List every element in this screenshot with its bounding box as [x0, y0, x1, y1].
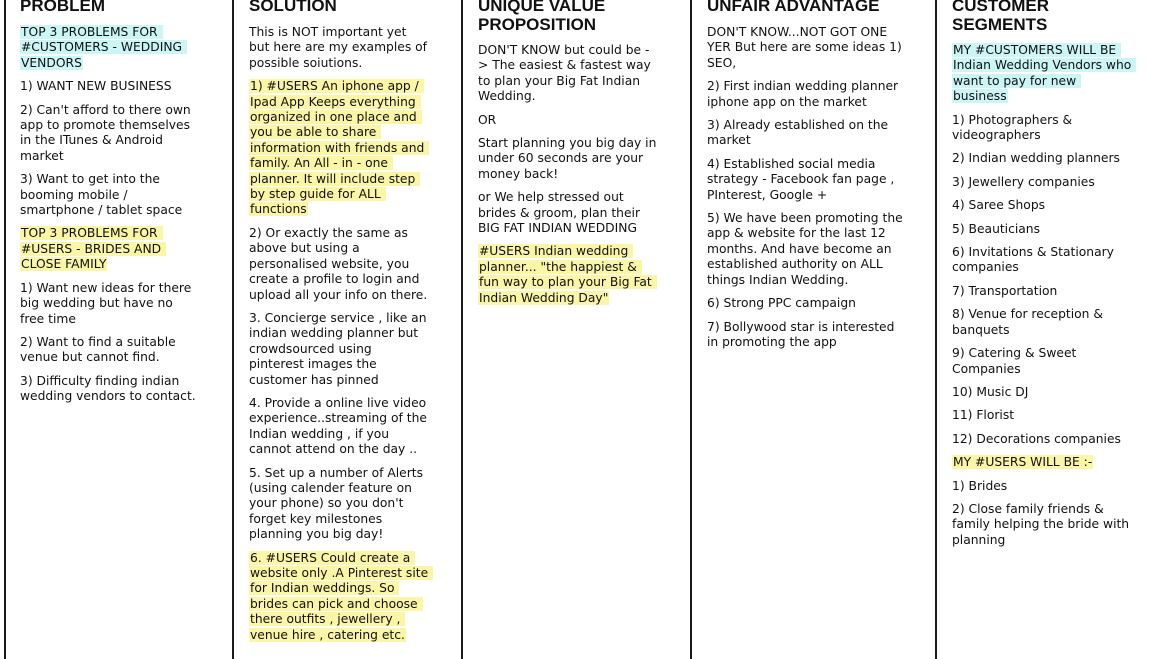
canvas-item-text: This is NOT important yet but here are my examples of possible soiutions. [249, 25, 431, 70]
canvas-item [952, 307, 1132, 338]
canvas-item [952, 385, 1132, 400]
column-divider [935, 0, 937, 659]
canvas-item-text: 5) We have been promoting the app & website for the last 12 months. And have become an established authority on ALL things Indian Wedding. [707, 211, 907, 287]
column-title: CUSTOMER SEGMENTS [952, 0, 1049, 34]
canvas-item-text: 2) Can't afford to there own app to promote themselves in the ITunes & Android market [20, 102, 195, 163]
canvas-item-text: 1) WANT NEW BUSINESS [20, 79, 172, 94]
canvas-item-text: 2) Indian wedding planners [952, 151, 1120, 166]
canvas-item [478, 113, 658, 128]
canvas-item-text: 3. Concierge service , like an indian wedding planner but crowdsourced using pinterest images the customer has pinned [249, 310, 431, 387]
canvas-item [20, 374, 200, 405]
column-title: UNFAIR ADVANTAGE [707, 0, 880, 15]
canvas-item [249, 550, 433, 643]
canvas-item [952, 346, 1132, 377]
canvas-item [20, 226, 200, 272]
canvas-item-text: DON'T KNOW...NOT GOT ONE YER But here are some ideas 1) SEO, [707, 25, 906, 70]
canvas-item [952, 479, 1132, 494]
canvas-item [952, 408, 1132, 423]
canvas-item-text: 5) Beauticians [952, 221, 1041, 236]
canvas-item-text: 1) Photographers & videographers [952, 112, 1077, 143]
column-title: SOLUTION [249, 0, 337, 15]
canvas-item [952, 502, 1132, 548]
canvas-item [20, 79, 200, 94]
column-body [707, 25, 907, 350]
column-body [478, 43, 661, 306]
canvas-item-text: 3) Difficulty finding indian wedding vendors to contact. [20, 373, 196, 404]
canvas-item-text: MY #USERS WILL BE :- [953, 455, 1093, 470]
canvas-item [20, 103, 200, 165]
canvas-item [707, 25, 906, 71]
canvas-item-text: 3) Jewellery companies [952, 174, 1095, 189]
canvas-item [707, 320, 903, 351]
canvas-item [952, 432, 1132, 447]
column-divider [690, 0, 692, 659]
canvas-item-text: 6) Invitations & Stationary companies [952, 245, 1118, 275]
column-divider [461, 0, 463, 659]
canvas-item [707, 211, 907, 288]
canvas-item-text: TOP 3 PROBLEMS FOR #CUSTOMERS - WEDDING VENDORS [21, 25, 187, 70]
canvas-item [707, 79, 903, 110]
canvas-item-text: OR [478, 112, 497, 127]
canvas-item-text: 4) Saree Shops [952, 198, 1046, 213]
customer-segments-column [952, 0, 1136, 659]
canvas-item [952, 198, 1132, 213]
canvas-item [478, 244, 658, 306]
canvas-item-text: 2) Close family friends & family helping the bride with planning [952, 501, 1134, 547]
canvas-item-text: 6) Strong PPC campaign [707, 296, 856, 311]
canvas-item-text: 2) First indian wedding planner iphone app on the market [707, 79, 903, 109]
canvas-item-text: 4) Established social media strategy - Facebook fan page , PInterest, Google + [707, 156, 899, 202]
column-body [20, 25, 200, 405]
canvas-item-text: 10) Music DJ [952, 384, 1029, 399]
canvas-item [249, 311, 429, 388]
canvas-item-text: 11) Florist [952, 408, 1015, 423]
canvas-item [249, 466, 429, 543]
canvas-item [20, 25, 200, 71]
column-body [249, 25, 433, 643]
problem-column [20, 0, 200, 659]
canvas-item [249, 226, 429, 303]
canvas-item-text: 1) Brides [952, 478, 1008, 493]
canvas-item [249, 79, 429, 218]
canvas-item [952, 151, 1132, 166]
canvas-item [20, 281, 200, 327]
canvas-item [20, 335, 200, 366]
canvas-item-text: 3) Already established on the market [707, 118, 893, 148]
unfair-advantage-column [707, 0, 907, 659]
canvas-item-text: DON'T KNOW but could be -> The easiest & fastest way to plan your Big Fat Indian Wedding. [478, 43, 655, 104]
canvas-item-text: 6. #USERS Could create a website only .A Pinterest site for Indian weddings. So brides can pick and choose there outfits , jewellery , venue hire , catering etc. [250, 550, 433, 642]
canvas-item [952, 175, 1132, 190]
canvas-item-text: 7) Transportation [952, 283, 1058, 298]
canvas-item [478, 136, 661, 182]
canvas-item [952, 43, 1136, 105]
canvas-item-text: 4. Provide a online live video experience..streaming of the Indian wedding , if you cannot attend on the day .. [249, 395, 431, 457]
column-title: UNIQUE VALUE PROPOSITION [478, 0, 606, 34]
canvas-item [249, 25, 429, 71]
canvas-item-text: 7) Bollywood star is interested in promoting the app [707, 319, 899, 349]
canvas-item [707, 157, 903, 203]
column-body [952, 43, 1136, 548]
column-divider [232, 0, 234, 659]
canvas-item-text: 8) Venue for reception & banquets [952, 307, 1107, 337]
column-divider [4, 0, 6, 659]
canvas-item [952, 455, 1132, 470]
canvas-item [707, 118, 903, 149]
canvas-item-text: MY #CUSTOMERS WILL BE Indian Wedding Vendors who want to pay for new business [953, 43, 1136, 104]
canvas-item [952, 222, 1132, 237]
solution-column [249, 0, 433, 659]
canvas-item [478, 190, 658, 236]
canvas-item [952, 113, 1132, 144]
canvas-item [249, 396, 429, 458]
canvas-item-text: 2) Or exactly the same as above but using a personalised website, you create a profile to login and upload all your info on there. [249, 225, 428, 302]
unique-value-proposition-column [478, 0, 661, 659]
canvas-item [707, 296, 903, 311]
canvas-item [952, 284, 1132, 299]
canvas-item-text: 5. Set up a number of Alerts (using calender feature on your phone) so you don't forget key milestones planning you big day! [249, 465, 427, 542]
canvas-item-text: 1) Want new ideas for there big wedding but have no free time [20, 280, 196, 326]
canvas-item [478, 43, 658, 105]
canvas-item-text: 9) Catering & Sweet Companies [952, 346, 1081, 376]
canvas-item-text: or We help stressed out brides & groom, plan their BIG FAT INDIAN WEDDING [478, 190, 644, 236]
canvas-item-text: 12) Decorations companies [952, 431, 1121, 446]
canvas-item-text: Start planning you big day in under 60 seconds are your money back! [478, 136, 661, 181]
column-title: PROBLEM [20, 0, 105, 15]
canvas-item [20, 172, 200, 218]
canvas-item-text: 3) Want to get into the booming mobile / smartphone / tablet space [20, 172, 183, 218]
canvas-item-text: #USERS Indian wedding planner... "the happiest & fun way to plan your Big Fat Indian Wedding Day" [479, 244, 656, 305]
canvas-item-text: TOP 3 PROBLEMS FOR #USERS - BRIDES AND CLOSE FAMILY [21, 226, 166, 272]
canvas-item-text: 1) #USERS An iphone app / Ipad App Keeps everything organized in one place and you be able to share information with friends and family. An All - in - one planner. It will include step by step guide for ALL functions [250, 79, 429, 217]
canvas-item-text: 2) Want to find a suitable venue but cannot find. [20, 334, 180, 365]
canvas-item [952, 245, 1132, 276]
